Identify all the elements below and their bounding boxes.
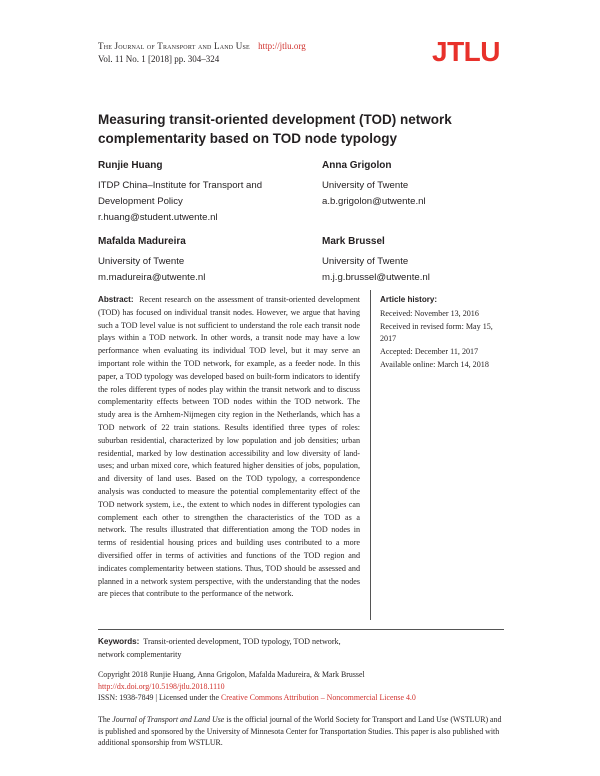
doi-link[interactable]: http://dx.doi.org/10.5198/jtlu.2018.1110 [98, 681, 225, 691]
copyright-line: Copyright 2018 Runjie Huang, Anna Grigolon, Mafalda Madureira, & Mark Brussel [98, 670, 365, 679]
author-affiliation: University of Twente [98, 256, 185, 267]
author-block [322, 234, 522, 286]
author-email: m.j.g.brussel@utwente.nl [322, 272, 430, 283]
keywords [98, 636, 360, 662]
title-line: Measuring transit-oriented development (TOD) network [98, 112, 452, 127]
issn-text: ISSN: 1938-7849 | Licensed under the [98, 693, 221, 703]
footer-journal-name: Journal of Transport and Land Use [112, 715, 225, 724]
article-history [380, 294, 505, 372]
keywords-label: Keywords: [98, 637, 140, 646]
section-divider [98, 629, 504, 630]
history-item: Received in revised form: May 15, 2017 [380, 321, 493, 344]
article-title [98, 110, 468, 148]
author-email: r.huang@student.utwente.nl [98, 212, 218, 223]
abstract [98, 294, 360, 601]
author-name: Mafalda Madureira [98, 236, 186, 247]
author-email: m.madureira@utwente.nl [98, 272, 206, 283]
author-block [98, 234, 298, 286]
author-affiliation: University of Twente [322, 180, 409, 191]
journal-url-link[interactable]: http://jtlu.org [258, 41, 306, 51]
journal-name: The Journal of Transport and Land Use [98, 41, 250, 51]
author-email: a.b.grigolon@utwente.nl [322, 196, 426, 207]
author-block [322, 158, 522, 210]
keywords-text: Transit-oriented development, TOD typology, TOD network, network complementarity [98, 637, 341, 659]
footer-pre: The [98, 715, 113, 724]
abstract-text: Recent research on the assessment of transit-oriented development (TOD) has focused on individual transit nodes. However, we argue that having such a TOD level value is not sufficient to understand the role each transit node plays within a TOD network. In other words, a transit node may have a low performance when evaluating its individual TOD level, but it may serve an important role within the TOD network, for example, as a feeder node. In this paper, a TOD typology was developed based on built-form indicators to identify the roles different types of nodes play within the transit network and to discuss complementarity effects between TOD nodes within the TOD network. The study area is the Arnhem-Nijmegen city region in the Netherlands, which has a TOD network of 22 train stations. Results identified three types of roles: suburban residential, characterized by low population and job densities; urban residential, marked by low destination accessibility and low diversity of land-uses; and urban mixed core, which featured higher densities of jobs, population, and diversity of land uses. Based on the TOD typology, a correspondence analysis was conducted to measure the potential complementarity effect of the TOD network system, i.e., the extent to which nodes in different typologies can complement each other to strengthen the characteristics of the TOD as a network. The results illustrated that differentiation among the TOD nodes in terms of residential housing prices and building uses contributed to a more diversified offer in terms of activities and functions of the TOD region and indicates complementarity between stations. Thus, TOD should be assessed and planned in a network system perspective, with the understanding that the nodes are pieces that contribute to the performance of the network. [98, 295, 360, 599]
author-name: Mark Brussel [322, 236, 385, 247]
footer-text: is the official journal of the World Society for Transport and Land Use (WSTLUR) and is published and sponsored by the University of Minnesota Center for Transportation Studies. This paper is also published with additional sponsorship from WSTLUR. [98, 715, 502, 748]
author-block [98, 158, 298, 226]
journal-footer [98, 714, 508, 749]
jtlu-logo: JTLU [432, 36, 500, 67]
license-link[interactable]: Creative Commons Attribution – Noncommercial License 4.0 [221, 693, 416, 703]
column-divider [370, 290, 371, 620]
author-affiliation: ITDP China–Institute for Transport and [98, 180, 263, 191]
abstract-label: Abstract: [98, 295, 134, 304]
history-item: Accepted: December 11, 2017 [380, 347, 479, 357]
author-affiliation: University of Twente [322, 256, 409, 267]
author-name: Anna Grigolon [322, 160, 392, 171]
author-name: Runjie Huang [98, 160, 163, 171]
volume-info: Vol. 11 No. 1 [2018] pp. 304–324 [98, 54, 220, 64]
journal-header [98, 40, 306, 66]
title-line: complementarity based on TOD node typology [98, 131, 398, 146]
author-affiliation: Development Policy [98, 196, 183, 207]
history-item: Received: November 13, 2016 [380, 308, 479, 318]
history-item: Available online: March 14, 2018 [380, 359, 489, 369]
article-history-label: Article history: [380, 295, 438, 304]
copyright-block [98, 669, 508, 704]
